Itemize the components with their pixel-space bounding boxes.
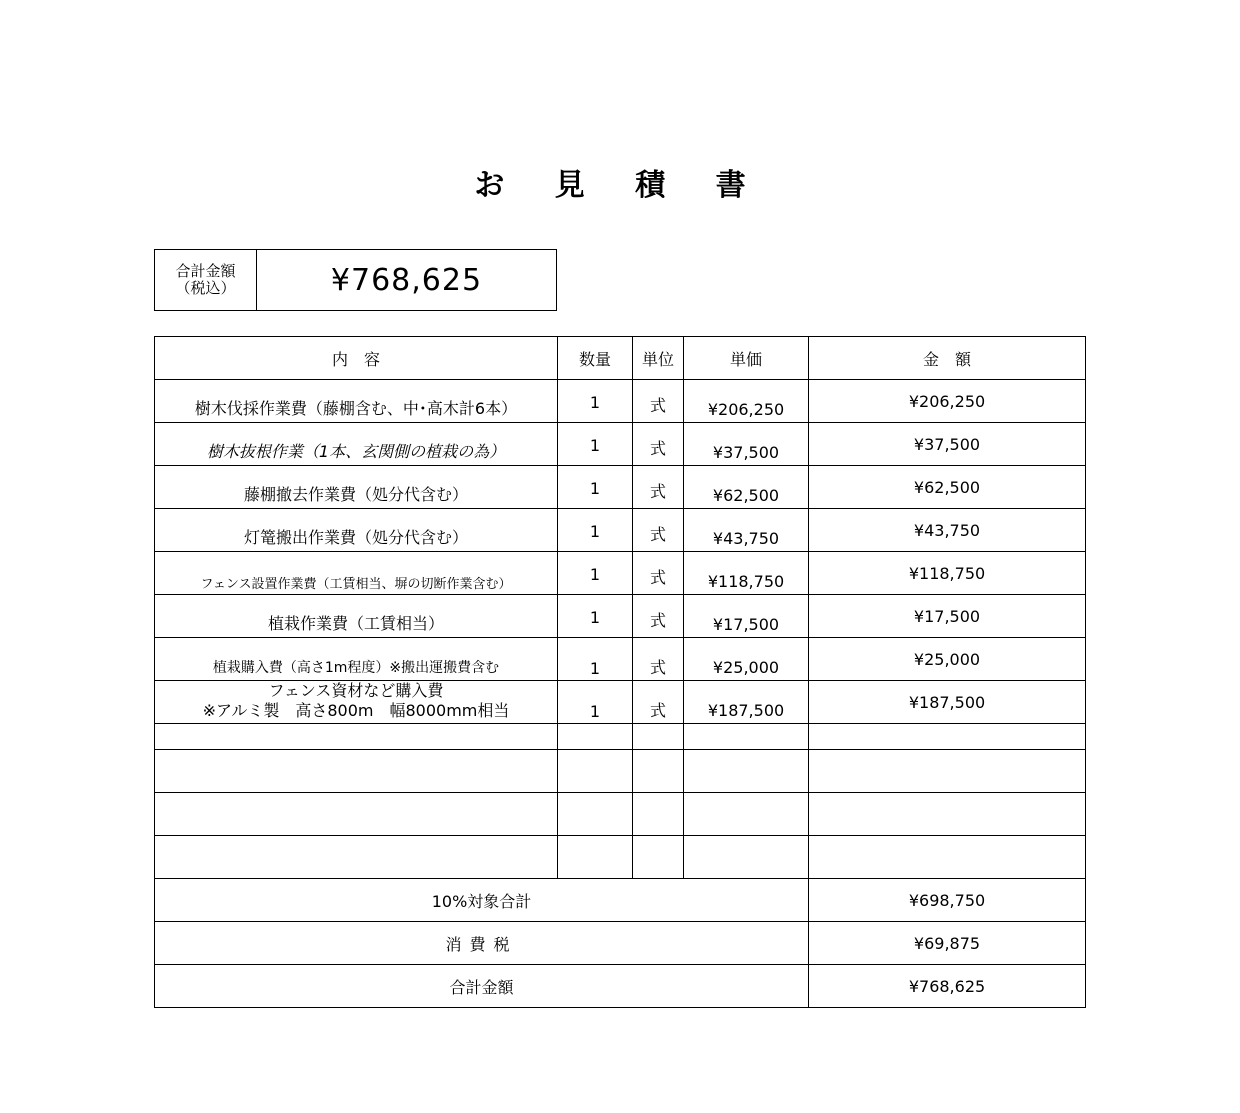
table-row (155, 638, 1086, 681)
estimate-table (154, 336, 1086, 1008)
row-quantity: 1 (558, 681, 633, 724)
row-amount: ¥37,500 (809, 423, 1086, 466)
row-unit: 式 (633, 466, 684, 509)
header-unit: 単位 (633, 337, 684, 380)
table-row (155, 509, 1086, 552)
row-unit-price: ¥37,500 (684, 423, 809, 466)
empty-cell (155, 724, 558, 750)
grand-total-value: ¥768,625 (809, 965, 1086, 1008)
row-description (155, 681, 558, 724)
row-quantity: 1 (558, 552, 633, 595)
row-unit: 式 (633, 423, 684, 466)
row-description-line1: フェンス資材など購入費 (268, 681, 444, 700)
empty-cell (684, 724, 809, 750)
empty-cell (684, 793, 809, 836)
subtotal-value: ¥698,750 (809, 879, 1086, 922)
row-unit-price: ¥206,250 (684, 380, 809, 423)
row-amount: ¥62,500 (809, 466, 1086, 509)
empty-cell (155, 793, 558, 836)
table-row (155, 681, 1086, 724)
empty-cell (809, 724, 1086, 750)
row-description: フェンス設置作業費（工賃相当、塀の切断作業含む） (155, 552, 558, 595)
empty-cell (155, 836, 558, 879)
total-amount-value: ¥768,625 (330, 262, 483, 298)
empty-cell (558, 793, 633, 836)
empty-cell (558, 724, 633, 750)
empty-cell (809, 793, 1086, 836)
row-unit-price: ¥43,750 (684, 509, 809, 552)
header-amount: 金 額 (809, 337, 1086, 380)
empty-cell (684, 750, 809, 793)
document-title: お 見 積 書 (474, 168, 766, 203)
tax-value: ¥69,875 (809, 922, 1086, 965)
table-row-empty (155, 793, 1086, 836)
row-description-line2: ※アルミ製 高さ800m 幅8000mm相当 (202, 701, 510, 720)
row-quantity: 1 (558, 595, 633, 638)
table-header-row (155, 337, 1086, 380)
row-unit: 式 (633, 595, 684, 638)
row-amount: ¥25,000 (809, 638, 1086, 681)
empty-cell (558, 836, 633, 879)
row-description: 藤棚撤去作業費（処分代含む） (155, 466, 558, 509)
table-row-empty (155, 750, 1086, 793)
row-quantity: 1 (558, 380, 633, 423)
row-description: 植栽作業費（工賃相当） (155, 595, 558, 638)
empty-cell (155, 750, 558, 793)
row-description: 樹木抜根作業（1本、玄関側の植栽の為） (155, 423, 558, 466)
row-unit: 式 (633, 509, 684, 552)
row-amount: ¥206,250 (809, 380, 1086, 423)
empty-cell (633, 836, 684, 879)
row-unit: 式 (633, 552, 684, 595)
table-row-empty (155, 724, 1086, 750)
row-quantity: 1 (558, 423, 633, 466)
table-row (155, 423, 1086, 466)
row-unit: 式 (633, 638, 684, 681)
total-label-line2: （税込） (175, 279, 236, 297)
table-row (155, 595, 1086, 638)
row-unit-price: ¥17,500 (684, 595, 809, 638)
row-quantity: 1 (558, 466, 633, 509)
row-unit-price: ¥25,000 (684, 638, 809, 681)
empty-cell (684, 836, 809, 879)
table-row (155, 552, 1086, 595)
header-quantity: 数量 (558, 337, 633, 380)
row-amount: ¥43,750 (809, 509, 1086, 552)
row-unit: 式 (633, 380, 684, 423)
empty-cell (633, 724, 684, 750)
row-unit: 式 (633, 681, 684, 724)
row-amount: ¥17,500 (809, 595, 1086, 638)
empty-cell (633, 793, 684, 836)
empty-cell (809, 750, 1086, 793)
table-row-empty (155, 836, 1086, 879)
grand-total-label: 合計金額 (155, 965, 809, 1008)
table-row (155, 380, 1086, 423)
total-amount-label (155, 250, 257, 310)
row-unit-price: ¥187,500 (684, 681, 809, 724)
row-description: 灯篭搬出作業費（処分代含む） (155, 509, 558, 552)
tax-row (155, 922, 1086, 965)
total-amount-box (154, 249, 557, 311)
empty-cell (558, 750, 633, 793)
row-unit-price: ¥62,500 (684, 466, 809, 509)
empty-cell (633, 750, 684, 793)
grand-total-row (155, 965, 1086, 1008)
table-row (155, 466, 1086, 509)
row-description: 植栽購入費（高さ1m程度）※搬出運搬費含む (155, 638, 558, 681)
row-quantity: 1 (558, 638, 633, 681)
row-quantity: 1 (558, 509, 633, 552)
total-label-line1: 合計金額 (175, 262, 236, 280)
tax-label: 消費税 (155, 922, 809, 965)
header-unit-price: 単価 (684, 337, 809, 380)
row-description: 樹木伐採作業費（藤棚含む、中･高木計6本） (155, 380, 558, 423)
subtotal-row (155, 879, 1086, 922)
subtotal-label: 10%対象合計 (155, 879, 809, 922)
row-amount: ¥118,750 (809, 552, 1086, 595)
row-amount: ¥187,500 (809, 681, 1086, 724)
row-unit-price: ¥118,750 (684, 552, 809, 595)
empty-cell (809, 836, 1086, 879)
header-description: 内 容 (155, 337, 558, 380)
